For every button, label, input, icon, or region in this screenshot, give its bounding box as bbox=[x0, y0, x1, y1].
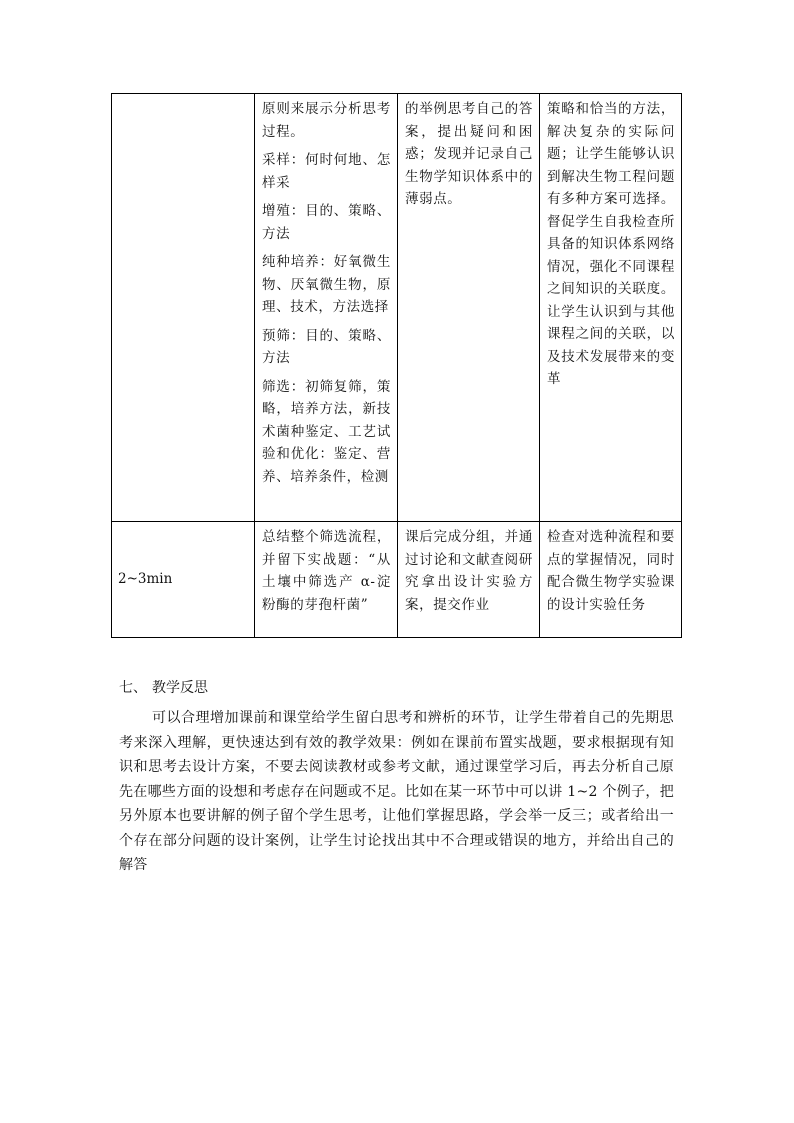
content-paragraph: 增殖：目的、策略、方法 bbox=[262, 203, 391, 242]
reflection-paragraph: 可以合理增加课前和课堂给学生留白思考和辨析的环节，让学生带着自己的先期思考来深入理解，更快速达到有效的教学效果：例如在课前布置实战题，要求根据现有知识和思考去设计方案，不要去阅读教材或参考文献，通过课堂学习后，再去分析自己原先在哪些方面的设想和考虑存在问题或不足。比如在某一环节中可以讲 1~2 个例子，把另外原本也要讲解的例子留个学生思考，让他们掌握思路，学会举一反三；或者给出一个存在部分问题的设计案例，让学生讨论找出其中不合理或错误的地方，并给出自己的解答 bbox=[119, 710, 674, 873]
lesson-plan-table bbox=[111, 93, 682, 638]
design-intent-cell: 检查对选种流程和要点的掌握情况，同时配合微生物学实验课的设计实验任务 bbox=[540, 522, 682, 638]
content-paragraph: 筛选：初筛复筛，策略，培养方法，新技术菌种鉴定、工艺试验和优化：鉴定、营养、培养条件，检测 bbox=[262, 378, 391, 485]
content-paragraph: 采样：何时何地、怎样采 bbox=[262, 152, 391, 191]
table-row bbox=[112, 522, 682, 638]
time-cell: 2~3min bbox=[112, 522, 255, 638]
content-paragraph: 纯种培养：好氧微生物、厌氧微生物，原理、技术，方法选择 bbox=[262, 254, 391, 315]
section-title: 教学反思 bbox=[152, 680, 208, 696]
content-cell: 总结整个筛选流程，并留下实战题：“从土壤中筛选产 α-淀粉酶的芽孢杆菌” bbox=[255, 522, 398, 638]
section-heading bbox=[119, 677, 208, 699]
section-number: 七、 bbox=[119, 680, 147, 696]
student-activity-cell: 课后完成分组，并通过讨论和文献查阅研究拿出设计实验方案，提交作业 bbox=[398, 522, 540, 638]
content-paragraph: 预筛：目的、策略、方法 bbox=[262, 327, 391, 366]
design-intent-cell: 策略和恰当的方法，解决复杂的实际问题；让学生能够认识到解决生物工程问题有多种方案可选择。督促学生自我检查所具备的知识体系网络情况，强化不同课程之间知识的关联度。让学生认识到与其他课程之间的关联，以及技术发展带来的变革 bbox=[540, 94, 682, 522]
student-activity-cell: 的举例思考自己的答案，提出疑问和困惑；发现并记录自己生物学知识体系中的薄弱点。 bbox=[398, 94, 540, 522]
content-paragraph: 原则来展示分析思考过程。 bbox=[262, 101, 391, 140]
content-cell bbox=[255, 94, 398, 522]
table-row bbox=[112, 94, 682, 522]
time-cell bbox=[112, 94, 255, 522]
